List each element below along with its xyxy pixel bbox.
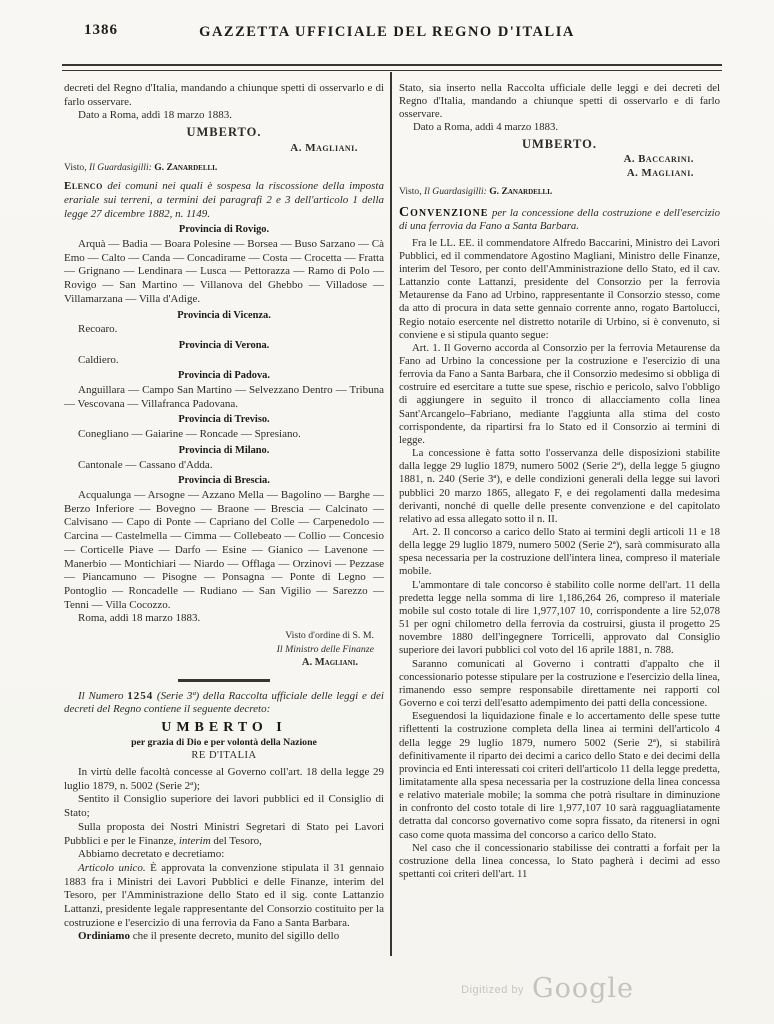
commune-list: Anguillara — Campo San Martino — Selvezzano Dentro — Tribuna — Vescovana — Villafranca Padovana. [64,384,384,410]
convention-paragraph: Saranno comunicati al Governo i contratti d'appalto che il concessionario potesse stipulare per la costruzione e l'esercizio della linea, rimanendo esso sempre responsabile direttamente nei rapporti col Governo e coi terzi dell'esatto adempimento dei patti della concessione. [399,657,720,710]
decree-paragraph: Abbiamo decretato e decretiamo: [78,848,225,861]
google-digitization-watermark [461,973,634,1004]
commune-list: Acqualunga — Arsogne — Azzano Mella — Bagolino — Barghe — Berzo Inferiore — Bovegno — Braone — Brescia — Calcinato — Calvisano — Capo di Ponte — Capriano del Colle — Carpenedolo — Carcina — Castelmella — Cimma — Collebeato — Collio — Concesio — Corticelle Piave — Darfo — Esine — Gianico — Lavenone — Manerbio — Montichiari — Niardo — Offlaga — Orzinovi — Pezzase — Piancamuno — Pisogne — Ponsagna — Ponte di Legno — Pontoglio — Roncadelle — Rudiano — San Vigilio — Sarezzo — Tenni — Villa Cocozzo. [64,488,384,611]
decree-subtitle: per grazia di Dio e per volontà della Nazione [131,736,317,748]
decree-paragraph: Ordiniamo che il presente decreto, munito del sigillo dello [78,930,340,943]
convention-paragraph: L'ammontare di tale concorso è stabilito colle norme dell'art. 11 della predetta legge nella somma di lire 1,186,264 26, compreso il materiale mobile sul costo totale di lire 1,977,107 10, corrispondente a lire 52,078 51 per ogni chilometro della ferrovia da costruirsi, giusta il progetto 25 novembre 1880 dell'ingegnere Torricelli, approvato dal Consiglio superiore dei lavori pubblici col voto del 16 aprile 1881, n. 788. [399,578,720,657]
decree-title: UMBERTO I [161,719,287,735]
minister-title-line: Il Ministro delle Finanze [276,643,374,655]
decree-paragraph: Articolo unico. È approvata la convenzione stipulata il 31 gennaio 1883 fra i Ministri dei Lavori Pubblici e delle Finanze, interim del Tesoro, per l'Amministrazione dello Stato ed il sig. conte Lattanzio Lattanzi, presidente legale rappresentante del Consorzio costituito per la costruzione e l'esercizio di una ferrovia da Fano a Santa Barbara. [64,861,384,929]
decree-continuation: decreti del Regno d'Italia, mandando a chiunque spetti di osservarlo e di farlo osservare. [64,82,384,108]
roma-date-line: Roma, addì 18 marzo 1883. [78,612,201,625]
visto-ordine-block [64,629,384,670]
numero-notice: Il Numero 1254 (Serie 3ª) della Raccolta ufficiale delle leggi e dei decreti del Regno contiene il seguente decreto: [64,689,384,716]
minister-signature: A. Magliani. [626,166,694,179]
left-column [64,82,384,944]
king-signature: UMBERTO. [521,136,598,151]
convention-paragraph: Nel caso che il concessionario stabilisse dei contratti a forfait per la costruzione della linea concessa, lo Stato pagherà i decimi ad esso spettanti coi criteri dell'art. 11 [399,841,720,881]
commune-list: Conegliano — Gaiarine — Roncade — Spresiano. [78,428,301,441]
guardasigilli-line: Visto, Il Guardasigilli: G. Zanardelli. [399,186,553,198]
masthead-title: GAZZETTA UFFICIALE DEL REGNO D'ITALIA [199,24,575,40]
commune-list: Cantonale — Cassano d'Adda. [78,458,213,471]
commune-list: Recoaro. [78,323,118,336]
commune-list: Arquà — Badia — Boara Polesine — Borsea — Buso Sarzano — Cà Emo — Calto — Canda — Concadirame — Costa — Crocetta — Fratta — Grignano — Lendinara — Lusca — Pettorazza — Ramo di Polo — Rovigo — San Martino — Villanova del Ghebbo — Villadose — Villamarzana — Villa d'Adige. [64,238,384,305]
convention-paragraph: Fra le LL. EE. il commendatore Alfredo Baccarini, Ministro dei Lavori Pubblici, ed il commendatore Agostino Magliani, Ministro delle Finanze, interim del Tesoro, per conto dell'Amministrazione dello Stato, ed il cav. Lattanzio conte Lattanzi, presidente del Consorzio per la ferrovia Metaurense da Fano ad Urbino, rappresentante il Consorzio stesso, come da atto di procura in data sette gennaio corrente anno, rogato Bartolucci, Regio notaio esercente nel distretto notarile di Urbino, si è convenuto, si conviene e si stipula quanto segue: [399,236,720,341]
decree-paragraph: In virtù delle facoltà concesse al Governo coll'art. 18 della legge 29 luglio 1879, n. 5002 (Serie 2ª); [64,766,384,792]
decree-paragraph: Sulla proposta dei Nostri Ministri Segretari di Stato pei Lavori Pubblici e per le Finanze, interim del Tesoro, [64,820,384,847]
province-heading: Provincia di Brescia. [178,475,270,487]
minister-signature: A. Magliani. [290,141,358,154]
convention-heading: Convenzione per la concessione della costruzione e dell'esercizio di una ferrovia da Fano a Santa Barbara. [399,205,720,233]
right-column [399,82,720,881]
province-heading: Provincia di Padova. [178,370,270,382]
guardasigilli-line: Visto, Il Guardasigilli: G. Zanardelli. [64,161,218,173]
section-separator-rule [178,679,270,681]
visto-ordine-line: Visto d'ordine di S. M. [285,630,374,642]
king-signature: UMBERTO. [186,125,262,140]
province-heading: Provincia di Treviso. [178,414,270,426]
column-divider [390,72,392,956]
convention-paragraph: Art. 1. Il Governo accorda al Consorzio per la ferrovia Metaurense da Fano ad Urbino la concessione per la costruzione e l'esercizio di una ferrovia da Fano a Santa Barbara, che il Consorzio medesimo si obbliga di costruire ed esercitare a tutte sue spese, rischio e pericolo, salvo l'obbligo di aggiungere in seguito il tronco di allacciamento colla linea Sant'Arcangelo–Fabriano, mediante l'aggiunta alla stima del costo corrispondente, da ripartirsi fra lo Stato ed il Consorzio ai termini di legge. [399,341,720,446]
province-heading: Provincia di Rovigo. [178,224,270,236]
convention-paragraph: Art. 2. Il concorso a carico dello Stato ai termini degli articoli 11 e 18 della legge 29 luglio 1879, numero 5002 (Serie 2ª), sarà commisurato alla spesa necessaria per la costruzione dell'intera linea, compreso il materiale mobile. [399,526,720,578]
province-heading: Provincia di Verona. [178,339,270,351]
header-double-rule [62,64,722,71]
minister-signature: A. Baccarini. [623,152,694,165]
convention-paragraph: La concessione è fatta sotto l'osservanza delle disposizioni stabilite dalla legge 29 luglio 1879, numero 5002 (Serie 2ª), della legge 5 giugno 1881, n. 240 (Serie 3ª), e delle condizioni generali della legge sui lavori pubblici 20 marzo 1865, allegato F, e dei regolamenti dalla medesima derivanti, nonché di quelle delle presente convenzione e del capitolato relativo ad essa allegato sotto il n. II. [399,447,720,525]
dato-roma-line: Dato a Roma, addì 18 marzo 1883. [78,109,232,122]
province-heading: Provincia di Vicenza. [177,309,271,321]
decree-continuation: Stato, sia inserto nella Raccolta ufficiale delle leggi e dei decreti del Regno d'Italia, mandando a chiunque spetti di osservarlo e di farlo osservare. [399,82,720,121]
dato-roma-line: Dato a Roma, addì 4 marzo 1883. [413,121,559,134]
digitized-by-label: Digitized by [461,984,525,996]
decree-paragraph: Sentito il Consiglio superiore dei lavori pubblici ed il Consiglio di Stato; [64,793,384,820]
province-heading: Provincia di Milano. [178,444,270,456]
commune-list: Caldiero. [78,353,119,366]
elenco-caption: Elenco dei comuni nei quali è sospesa la riscossione della imposta erariale sui terreni, a termini dei paragrafi 2 e 3 dell'articolo 1 della legge 27 dicembre 1882, n. 1149. [64,180,384,220]
google-logo: Google [532,973,634,1004]
convention-paragraph: Eseguendosi la liquidazione finale e lo accertamento delle spese tutte riflettenti la costruzione completa della linea ai termini dell'articolo 4 della legge 29 luglio 1879, numero 5002 (Serie 2ª), si stabilirà definitivamente il riparto dei decimi a carico dello Stato e dei decimi della provincia ed Enti interessati coi criteri dell'articolo 11 della legge predetta, limitatamente alla spesa necessaria per la costruzione della linea concessa e relativo materiale mobile; la somma che potrà risultare in diminuzione in confronto del costo totale di lire 1,977,107 10 sarà ragguagliatamente detratta dal concorso governativo come sopra fissato, da ritenersi in ogni caso come quota massima del concorso a carico dello Stato. [399,710,720,841]
minister-signature: A. Magliani. [301,657,358,669]
decree-subtitle-2: RE D'ITALIA [191,750,257,762]
page-number: 1386 [84,22,118,38]
